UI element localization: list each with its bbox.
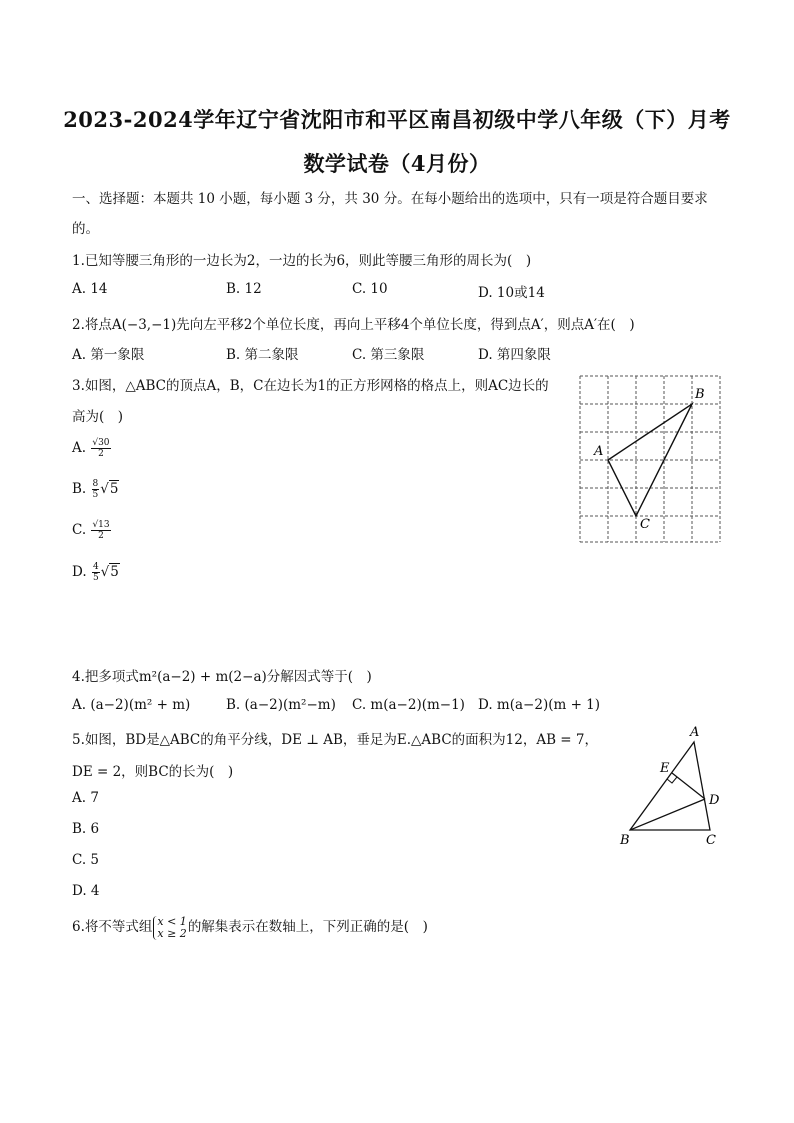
q3-option-b-numerator: 8	[92, 479, 99, 489]
q3-option-d-radicand: 5	[110, 564, 119, 580]
q3-option-a-denominator: 2	[98, 449, 104, 459]
q3-option-b-radicand: 5	[109, 481, 119, 497]
q3-option-d-numerator: 4	[92, 562, 99, 572]
q3-option-c-fraction	[91, 520, 110, 541]
q5-option-d: D. 4	[72, 883, 100, 899]
section1-instructions-line1: 一、选择题：本题共 10 小题，每小题 3 分，共 30 分。在每小题给出的选项中，只有一项是符合题目要求	[72, 191, 708, 207]
q3-option-c-denominator: 2	[98, 531, 104, 541]
q2-stem: 2.将点A(−3,−1)先向左平移2个单位长度，再向上平移4个单位长度，得到点A′，则点A′在( )	[72, 317, 635, 333]
section1-instructions-line2: 的。	[72, 221, 99, 237]
q3-stem-line2: 高为( )	[72, 409, 124, 425]
q6-inequality-top: x < 1	[157, 914, 187, 928]
q3-option-b-sqrt: √5	[100, 481, 119, 497]
q1-option-d: D. 10或14	[478, 285, 545, 301]
q6-inequality-system	[153, 916, 186, 940]
exam-title-line2: 数学试卷（4月份）	[303, 151, 491, 176]
q5-option-c: C. 5	[72, 852, 100, 868]
q3-option-c	[72, 520, 112, 541]
q4-stem: 4.把多项式m²(a−2) + m(2−a)分解因式等于( )	[72, 669, 372, 685]
q4-option-d: D. m(a−2)(m + 1)	[478, 697, 601, 713]
q2-option-c: C. 第三象限	[352, 347, 425, 363]
exam-title-line1: 2023-2024学年辽宁省沈阳市和平区南昌初级中学八年级（下）月考	[63, 107, 731, 132]
q3-label-c: C	[640, 517, 650, 532]
q3-stem-line1: 3.如图，△ABC的顶点A，B，C在边长为1的正方形网格的格点上，则AC边长的	[72, 378, 549, 394]
q1-option-b: B. 12	[226, 281, 262, 297]
q4-option-c: C. m(a−2)(m−1)	[352, 697, 465, 713]
q5-option-a: A. 7	[72, 790, 99, 806]
q3-option-b-fraction	[92, 479, 100, 500]
q3-option-a	[72, 438, 112, 459]
q2-option-a: A. 第一象限	[72, 347, 145, 363]
q3-label-b: B	[695, 387, 705, 402]
q3-grid-figure	[578, 374, 722, 544]
q1-option-c: C. 10	[352, 281, 388, 297]
q3-option-d-fraction	[92, 562, 100, 583]
q5-stem-line2: DE = 2，则BC的长为( )	[72, 764, 234, 780]
q5-label-e: E	[660, 761, 670, 776]
q1-option-a: A. 14	[72, 281, 108, 297]
q3-option-d-denominator: 5	[92, 573, 99, 583]
q5-label-b: B	[620, 833, 630, 848]
q5-triangle-abc	[630, 742, 710, 830]
q4-option-a: A. (a−2)(m² + m)	[72, 697, 191, 713]
q3-option-c-numerator: √13	[92, 520, 110, 530]
q3-option-a-fraction	[91, 438, 110, 459]
q3-option-b-denominator: 5	[92, 490, 99, 500]
q3-label-a: A	[594, 444, 604, 459]
q3-option-a-numerator: √30	[92, 438, 110, 448]
q3-option-d-sqrt: √5	[100, 564, 119, 580]
q3-option-d-label: D.	[72, 564, 87, 580]
q2-option-b: B. 第二象限	[226, 347, 299, 363]
q3-option-a-label: A.	[72, 440, 87, 456]
q6-stem-suffix: 的解集表示在数轴上，下列正确的是( )	[187, 919, 428, 935]
q5-stem-line1: 5.如图，BD是△ABC的角平分线，DE ⊥ AB，垂足为E.△ABC的面积为12，AB = 7，	[72, 732, 598, 748]
q3-option-b	[72, 479, 119, 500]
q5-triangle-figure	[612, 722, 736, 852]
q5-label-c: C	[706, 833, 716, 848]
q5-option-b: B. 6	[72, 821, 100, 837]
q4-option-b: B. (a−2)(m²−m)	[226, 697, 336, 713]
q5-label-a: A	[690, 725, 700, 740]
q2-option-d: D. 第四象限	[478, 347, 551, 363]
q6-stem-prefix: 6.将不等式组	[72, 919, 153, 935]
q3-option-d	[72, 562, 120, 583]
q3-option-b-label: B.	[72, 481, 87, 497]
q5-label-d: D	[709, 793, 720, 808]
q1-stem: 1.已知等腰三角形的一边长为2，一边的长为6，则此等腰三角形的周长为( )	[72, 253, 532, 269]
q6-inequality-bottom: x ≥ 2	[157, 926, 187, 940]
q3-option-c-label: C.	[72, 522, 87, 538]
q6-stem	[72, 915, 428, 940]
